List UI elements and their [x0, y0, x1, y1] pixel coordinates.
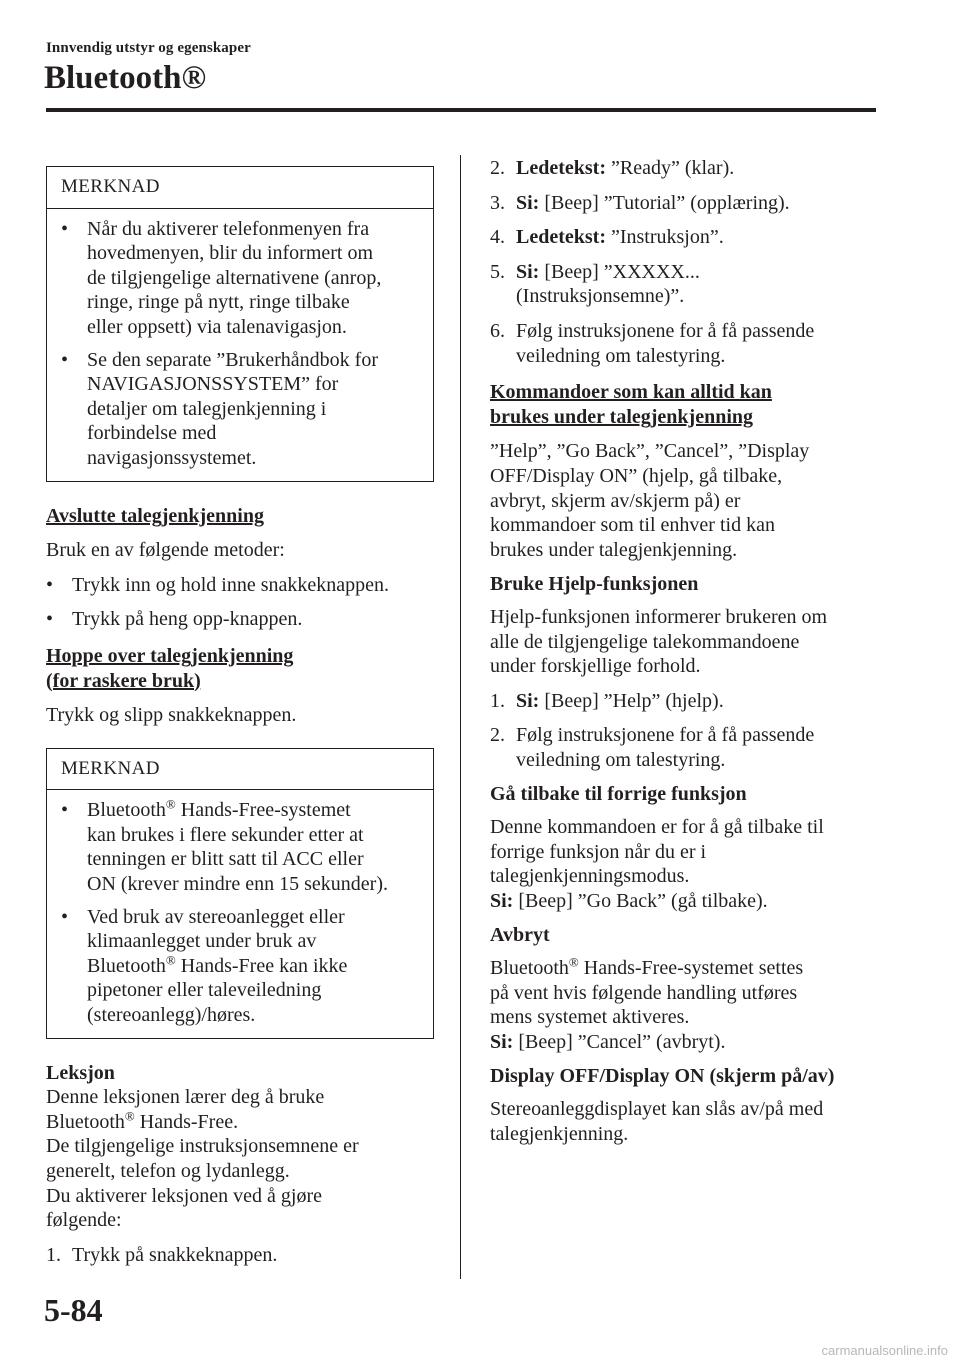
step-text: (Instruksjonsemne)”. — [516, 285, 685, 308]
column-divider — [460, 155, 461, 1279]
list-item-text: Trykk inn og hold inne snakkeknappen. — [72, 573, 390, 596]
text-line: brukes under talegjenkjenning. — [490, 538, 738, 561]
step-text: veiledning om talestyring. — [516, 748, 726, 771]
lesson-text: Hands-Free. — [134, 1110, 239, 1133]
text-line: alle de tilgjengelige talekommandoene — [490, 630, 800, 653]
step-text: [Beep] ”Help” (hjelp). — [539, 689, 724, 712]
help-text — [490, 605, 876, 679]
note-line: Se den separate ”Brukerhåndbok for — [87, 348, 378, 371]
list-item-text: Trykk på heng opp-knappen. — [72, 608, 303, 631]
watermark: carmanualsonline.info — [821, 1343, 948, 1358]
right-column — [490, 150, 876, 1156]
text-line: ”Help”, ”Go Back”, ”Cancel”, ”Display — [490, 440, 810, 463]
heading-display: Display OFF/Display ON (skjerm på/av) — [490, 1065, 835, 1088]
say-label: Si: — [490, 889, 514, 912]
brand-text: Bluetooth — [87, 799, 166, 822]
heading-back: Gå tilbake til forrige funksjon — [490, 783, 747, 806]
note-text: Hands-Free-systemet — [175, 799, 351, 822]
step-text: veiledning om talestyring. — [516, 344, 726, 367]
note-line: pipetoner eller taleveiledning — [87, 979, 322, 1002]
lesson-line: generelt, telefon og lydanlegg. — [46, 1160, 290, 1182]
step-number: 3. — [490, 191, 505, 214]
heading-line: (for raskere bruk) — [46, 669, 201, 692]
step-number: 4. — [490, 226, 505, 249]
heading-always — [490, 380, 876, 429]
text-fragment: Hands-Free-systemet settes — [578, 957, 804, 980]
lesson-block — [46, 1061, 434, 1233]
page-title: Bluetooth® — [44, 60, 207, 96]
note-body — [47, 209, 433, 481]
note-line: tenningen er blitt satt til ACC eller — [87, 848, 364, 871]
heading-exit: Avslutte talegjenkjenning — [46, 504, 264, 527]
note-line — [87, 954, 423, 979]
cancel-text — [490, 956, 876, 1054]
bullet-dot-icon: • — [61, 905, 69, 928]
lesson-heading: Leksjon — [46, 1061, 115, 1084]
step-item — [490, 689, 876, 714]
step-item — [490, 260, 876, 309]
step-item — [490, 319, 876, 368]
step-number: 2. — [490, 724, 505, 747]
text-line — [490, 956, 876, 981]
step-number: 2. — [490, 157, 505, 179]
step-item — [490, 723, 876, 772]
step-text: ”Ready” (klar). — [605, 157, 735, 179]
bullet-dot-icon: • — [46, 573, 54, 596]
lesson-line: Denne leksjonen lærer deg å bruke — [46, 1086, 325, 1109]
section-label: Innvendig utstyr og egenskaper — [46, 40, 251, 56]
step-text: ”Instruksjon”. — [605, 226, 724, 249]
step-number: 1. — [46, 1243, 61, 1266]
registered-mark: ® — [165, 952, 176, 968]
text-line — [490, 889, 876, 914]
step-item — [490, 225, 876, 250]
note-line: forbindelse med — [87, 422, 217, 445]
note-line: (stereoanlegg)/høres. — [87, 1004, 256, 1027]
list-item — [46, 607, 434, 632]
bullet-dot-icon: • — [61, 217, 69, 240]
note-body — [47, 790, 433, 1037]
heading-line: Hoppe over talegjenkjenning — [46, 644, 294, 667]
page-number: 5-84 — [44, 1292, 103, 1328]
step-label: Si: — [516, 260, 540, 283]
note-line: ON (krever mindre enn 15 sekunder). — [87, 873, 389, 896]
heading-help: Bruke Hjelp-funksjonen — [490, 573, 699, 596]
display-text — [490, 1097, 876, 1146]
left-column — [46, 150, 434, 1277]
text-line: Hjelp-funksjonen informerer brukeren om — [490, 605, 828, 628]
lesson-line — [46, 1110, 434, 1135]
note-label: MERKNAD — [47, 749, 433, 791]
note-box-1 — [46, 166, 434, 482]
note-line: Ved bruk av stereoanlegget eller — [87, 905, 345, 928]
text-line: på vent hvis følgende handling utføres — [490, 981, 798, 1004]
note-bullet — [61, 905, 423, 1028]
note-line: Når du aktiverer telefonmenyen fra — [87, 217, 370, 240]
step-label: Si: — [516, 191, 540, 214]
lesson-line: Du aktiverer leksjonen ved å gjøre — [46, 1184, 323, 1207]
note-line — [87, 798, 423, 823]
heading-line: Kommandoer som kan alltid kan — [490, 381, 772, 404]
say-text: [Beep] ”Cancel” (avbryt). — [513, 1030, 726, 1053]
step-label: Si: — [516, 689, 540, 712]
bullet-dot-icon: • — [61, 799, 69, 822]
always-text — [490, 439, 876, 562]
note-text: Hands-Free kan ikke — [175, 954, 348, 977]
skip-text: Trykk og slipp snakkeknappen. — [46, 704, 297, 727]
step-label: Ledetekst: — [516, 226, 606, 249]
note-line: detaljer om talegjenkjenning i — [87, 397, 327, 420]
text-line: mens systemet aktiveres. — [490, 1006, 690, 1029]
text-line: Stereoanleggdisplayet kan slås av/på med — [490, 1098, 824, 1120]
note-line: klimaanlegget under bruk av — [87, 930, 317, 953]
step-number: 5. — [490, 260, 505, 283]
step-item — [490, 156, 876, 181]
note-line: eller oppsett) via talenavigasjon. — [87, 315, 347, 338]
text-line: talegjenkjenningsmodus. — [490, 865, 690, 888]
registered-mark: ® — [165, 796, 176, 812]
back-text — [490, 815, 876, 913]
step-text: Trykk på snakkeknappen. — [72, 1243, 278, 1266]
step-text: [Beep] ”XXXXX... — [539, 260, 700, 283]
list-item — [46, 573, 434, 598]
lesson-line: følgende: — [46, 1209, 122, 1232]
say-text: [Beep] ”Go Back” (gå tilbake). — [513, 889, 768, 912]
brand-text: Bluetooth — [490, 957, 569, 980]
step-text: Følg instruksjonene for å få passende — [516, 724, 815, 747]
title-rule — [46, 108, 876, 112]
text-line: talegjenkjenning. — [490, 1122, 629, 1145]
say-label: Si: — [490, 1030, 514, 1053]
note-bullet — [61, 798, 423, 896]
registered-mark: ® — [124, 1108, 135, 1124]
heading-skip — [46, 644, 434, 693]
note-line: de tilgjengelige alternativene (anrop, — [87, 266, 382, 289]
note-line: NAVIGASJONSSYSTEM” for — [87, 373, 339, 396]
note-line: navigasjonssystemet. — [87, 446, 257, 469]
step-text: Følg instruksjonene for å få passende — [516, 319, 815, 342]
note-line: hovedmenyen, blir du informert om — [87, 242, 374, 265]
step-number: 1. — [490, 689, 505, 712]
step-item — [490, 191, 876, 216]
step-item — [46, 1243, 434, 1268]
text-line: avbryt, skjerm av/skjerm på) er — [490, 489, 741, 512]
note-box-2 — [46, 748, 434, 1039]
note-bullet — [61, 348, 423, 471]
bullet-dot-icon: • — [46, 608, 54, 631]
step-label: Ledetekst: — [516, 157, 606, 179]
note-line: ringe, ringe på nytt, ringe tilbake — [87, 291, 350, 314]
heading-cancel: Avbryt — [490, 924, 550, 947]
note-label: MERKNAD — [47, 167, 433, 209]
text-line: kommandoer som til enhver tid kan — [490, 514, 775, 537]
step-number: 6. — [490, 319, 505, 342]
heading-line: brukes under talegjenkjenning — [490, 405, 754, 428]
note-bullet — [61, 217, 423, 340]
registered-mark: ® — [568, 954, 579, 970]
exit-intro: Bruk en av følgende metoder: — [46, 539, 285, 562]
text-line: under forskjellige forhold. — [490, 655, 701, 678]
text-line: forrige funksjon når du er i — [490, 840, 707, 863]
text-line — [490, 1030, 876, 1055]
brand-text: Bluetooth — [87, 954, 166, 977]
bullet-dot-icon: • — [61, 348, 69, 371]
text-line: Denne kommandoen er for å gå tilbake til — [490, 816, 824, 839]
text-line: OFF/Display ON” (hjelp, gå tilbake, — [490, 464, 783, 487]
note-line: kan brukes i flere sekunder etter at — [87, 823, 364, 846]
lesson-line: De tilgjengelige instruksjonsemnene er — [46, 1135, 359, 1158]
step-text: [Beep] ”Tutorial” (opplæring). — [539, 191, 790, 214]
brand-text: Bluetooth — [46, 1110, 125, 1133]
